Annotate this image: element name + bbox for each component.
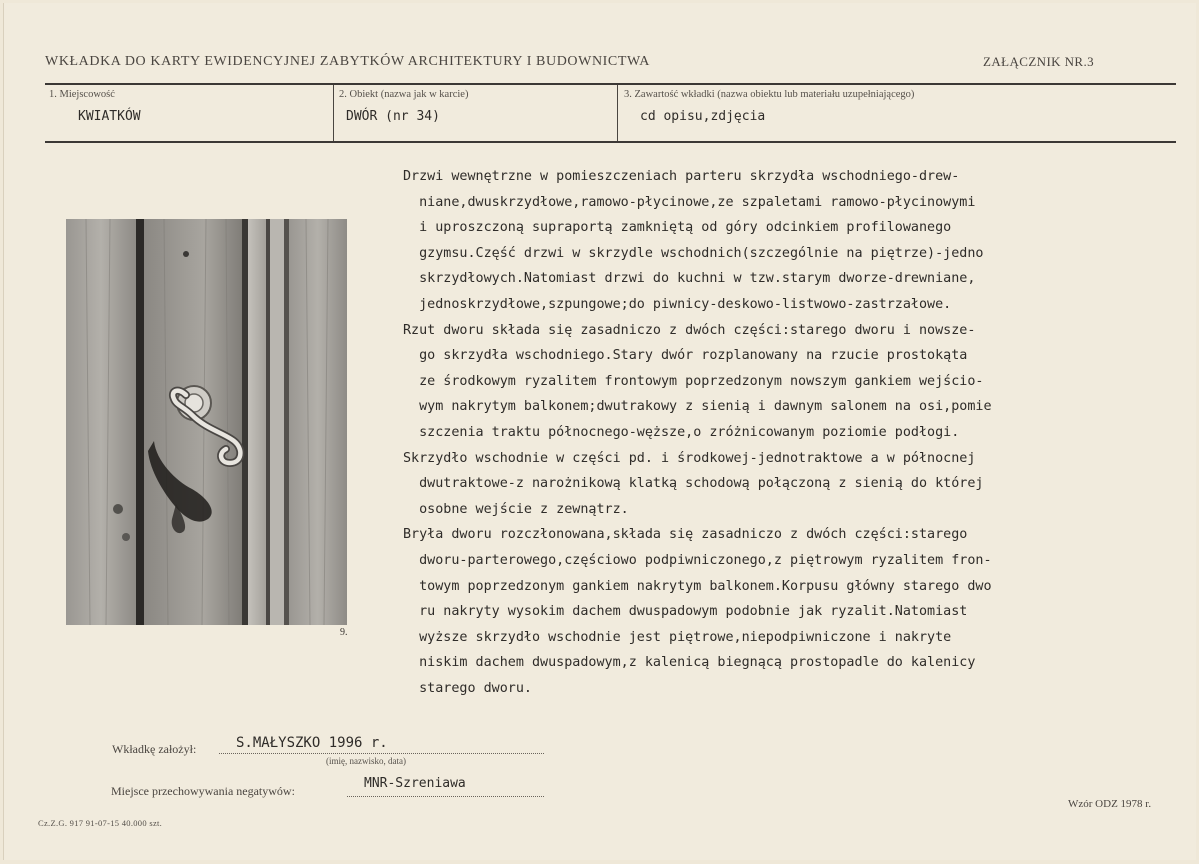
text-line: skrzydłowych.Natomiast drzwi do kuchni w tzw.starym dworze-drewniane, xyxy=(403,271,976,287)
text-line: jednoskrzydłowe,szpungowe;do piwnicy-deskowo-listwowo-zastrzałowe. xyxy=(403,296,952,312)
text-line: dwutraktowe-z narożnikową klatką schodową połączoną z sienią do której xyxy=(403,476,984,492)
text-line: wyższe skrzydło wschodnie jest piętrowe,niepodpiwniczone i nakryte xyxy=(403,629,952,645)
header-rule-bottom xyxy=(45,141,1176,143)
header-rule-top xyxy=(45,83,1176,85)
text-line: i uproszczoną supraportą zamkniętą od góry odcinkiem profilowanego xyxy=(403,220,952,236)
field-label-contents: 3. Zawartość wkładki (nazwa obiektu lub materiału uzupełniającego) xyxy=(624,89,915,100)
inventory-insert-card xyxy=(3,3,1196,860)
text-line: towym poprzedzonym gankiem nakrytym balkonem.Korpusu główny starego dwo xyxy=(403,578,992,594)
text-line: niane,dwuskrzydłowe,ramowo-płycinowe,ze szpaletami ramowo-płycinowymi xyxy=(403,194,976,210)
text-line: szczenia traktu północnego-węższe,o zróżnicowanym poziomie podłogi. xyxy=(403,424,960,440)
field-value-locality: KWIATKÓW xyxy=(78,109,141,124)
photo-number: 9. xyxy=(340,627,348,638)
text-line: Skrzydło wschodnie w części pd. i środkowej-jednotraktowe a w północnej xyxy=(403,450,976,466)
text-line: Drzwi wewnętrzne w pomieszczeniach parteru skrzydła wschodniego-drew- xyxy=(403,169,960,184)
text-line: dworu-parterowego,częściowo podpiwniczonego,z piętrowym ryzalitem fron- xyxy=(403,552,992,568)
form-reference: Wzór ODZ 1978 r. xyxy=(1068,798,1152,810)
field-label-locality: 1. Miejscowość xyxy=(49,89,115,100)
text-line: go skrzydła wschodniego.Stary dwór rozplanowany na rzucie prostokąta xyxy=(403,348,968,364)
text-line: wym nakrytym balkonem;dwutrakowy z sienią i dawnym salonem na osi,pomie xyxy=(403,399,992,415)
negatives-dotted-line xyxy=(347,796,544,797)
negatives-label: Miejsce przechowywania negatywów: xyxy=(111,784,295,798)
text-line: gzymsu.Część drzwi w skrzydle wschodnich(szczególnie na piętrze)-jedno xyxy=(403,245,984,261)
description-text xyxy=(403,164,1173,701)
door-handle-photo xyxy=(66,219,347,625)
negatives-value: MNR-Szreniawa xyxy=(364,776,466,791)
field-divider xyxy=(617,85,618,141)
field-value-object: DWÓR (nr 34) xyxy=(346,109,440,124)
founder-hint: (imię, nazwisko, data) xyxy=(326,756,406,766)
text-line: osobne wejście z zewnątrz. xyxy=(403,501,629,517)
text-line: Bryła dworu rozczłonowana,składa się zasadniczo z dwóch części:starego xyxy=(403,527,968,543)
text-line: ru nakryty wysokim dachem dwuspadowym podobnie jak ryzalit.Natomiast xyxy=(403,604,968,620)
founder-dotted-line xyxy=(219,753,544,754)
field-label-object: 2. Obiekt (nazwa jak w karcie) xyxy=(339,89,469,100)
text-line: starego dworu. xyxy=(403,680,532,696)
form-title: WKŁADKA DO KARTY EWIDENCYJNEJ ZABYTKÓW ARCHITEKTURY I BUDOWNICTWA xyxy=(45,54,650,69)
founder-label: Wkładkę założył: xyxy=(112,742,197,756)
text-line: niskim dachem dwuspadowym,z kalenicą biegnącą prostopadle do kalenicy xyxy=(403,655,976,671)
field-divider xyxy=(333,85,334,141)
text-line: ze środkowym ryzalitem frontowym poprzedzonym nowszym gankiem wejścio- xyxy=(403,373,984,389)
annex-number: ZAŁĄCZNIK NR.3 xyxy=(983,54,1095,69)
field-value-contents: cd opisu,zdjęcia xyxy=(640,109,766,124)
print-reference: Cz.Z.G. 917 91-07-15 40.000 szt. xyxy=(38,818,163,828)
founder-value: S.MAŁYSZKO 1996 r. xyxy=(236,735,388,751)
text-line: Rzut dworu składa się zasadniczo z dwóch części:starego dworu i nowsze- xyxy=(403,322,976,338)
